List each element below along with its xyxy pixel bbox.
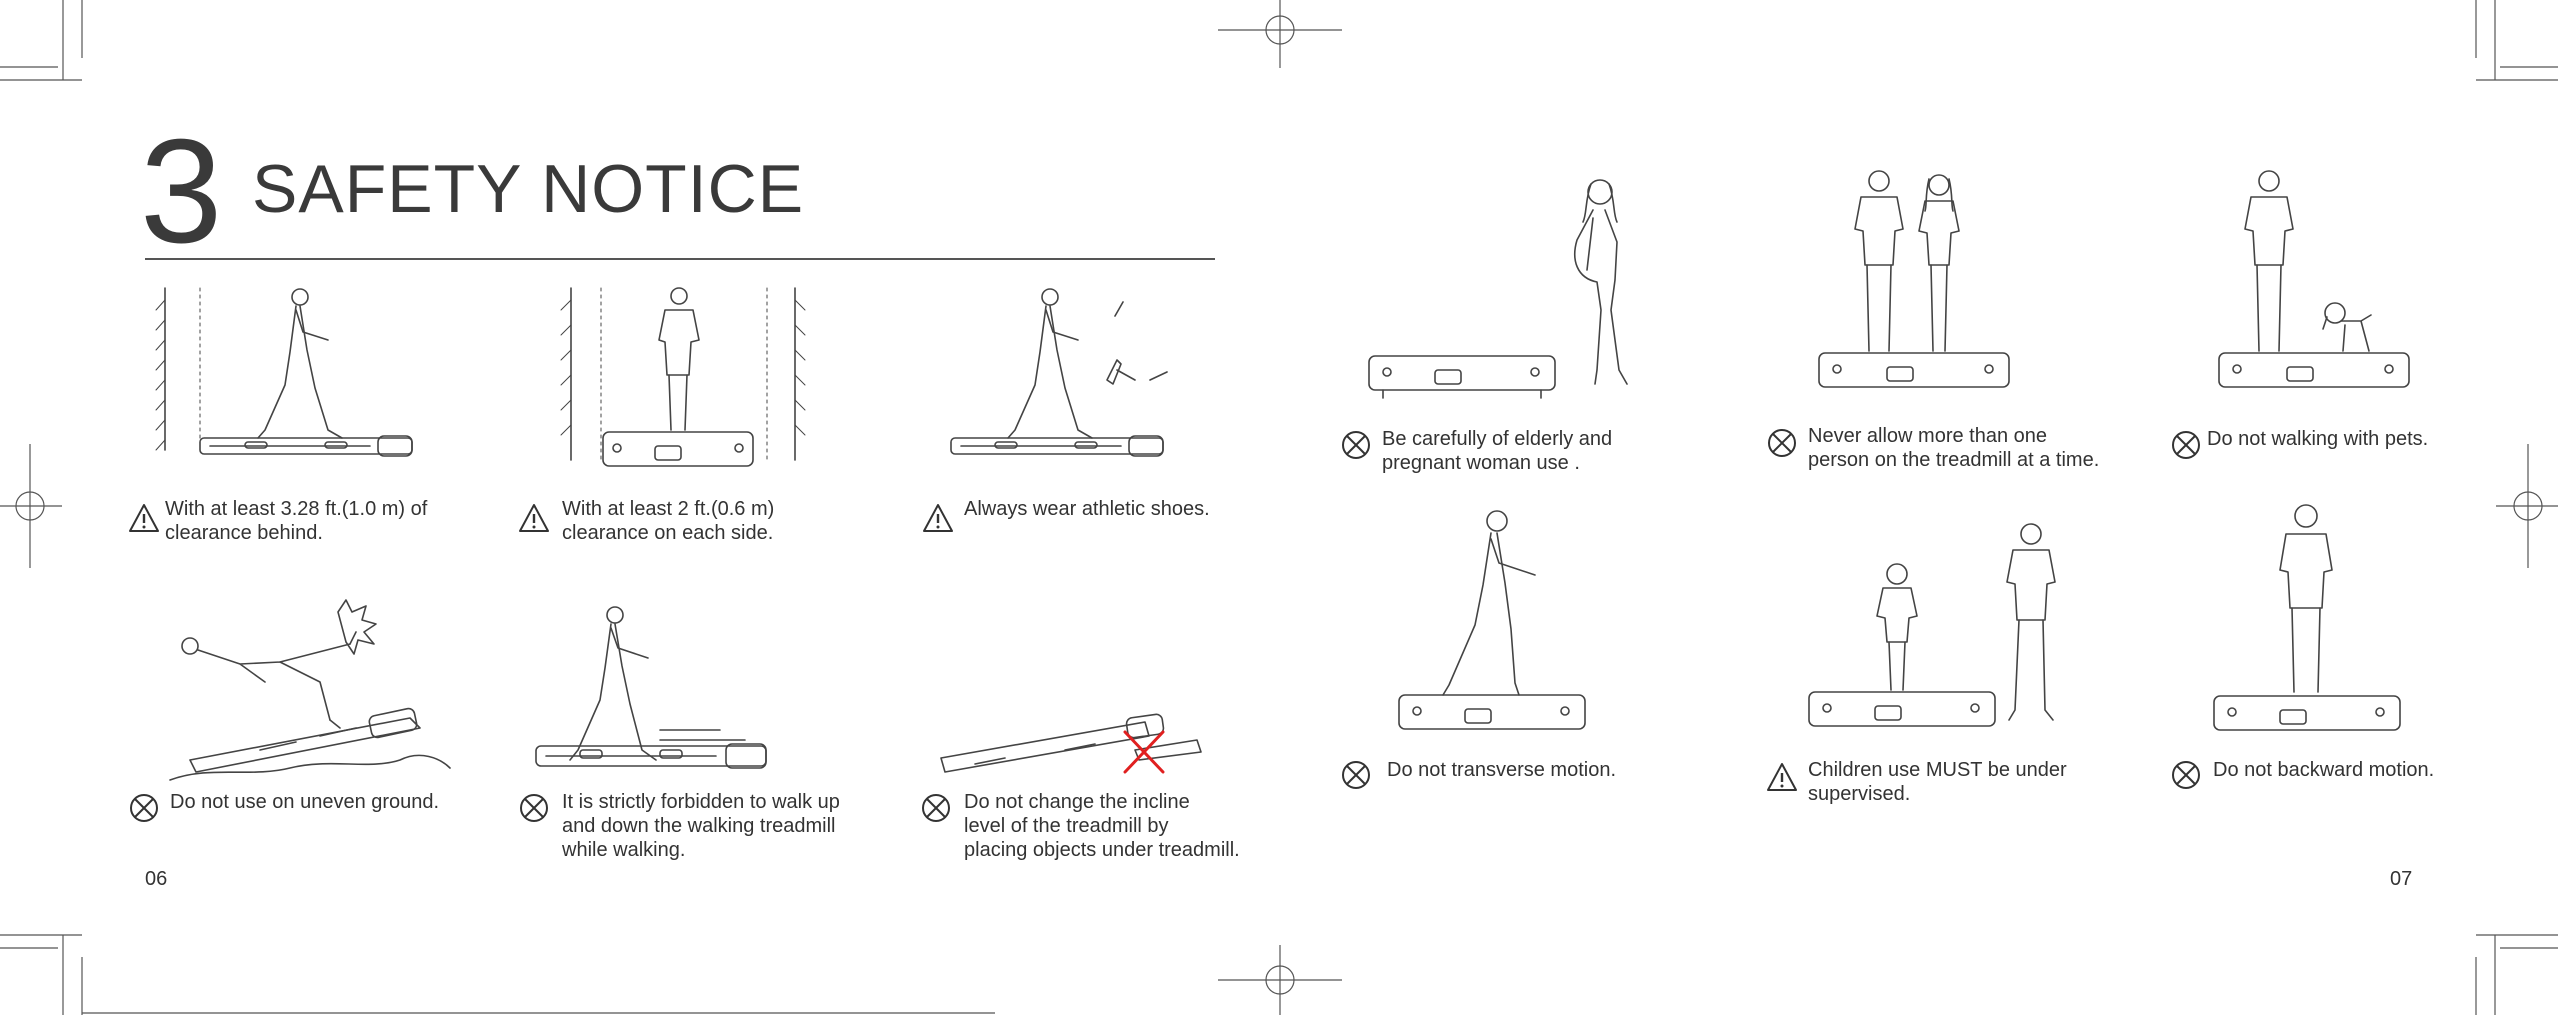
notice-backward-motion <box>2213 758 2434 782</box>
prohibited-circle-x-icon <box>128 792 160 824</box>
notice-one-person <box>1808 424 2099 472</box>
notice-incline-objects <box>964 790 1240 862</box>
notice-line: Always wear athletic shoes. <box>964 498 1210 520</box>
notice-clearance-behind <box>165 497 427 545</box>
illustration-transverse-motion <box>1395 505 1615 765</box>
notice-line: With at least 3.28 ft.(1.0 m) of <box>165 498 428 520</box>
notice-line: Do not walking with pets. <box>2207 428 2429 450</box>
illustration-two-persons <box>1815 165 2035 405</box>
notice-children-supervised <box>1808 758 2067 806</box>
notice-line: pregnant woman use . <box>1382 452 1580 474</box>
notice-line: and down the walking treadmill <box>562 815 836 837</box>
page-title: SAFETY NOTICE <box>252 151 805 227</box>
notice-line: With at least 2 ft.(0.6 m) <box>562 498 775 520</box>
notice-line: Do not backward motion. <box>2213 759 2435 781</box>
notice-line: Never allow more than one <box>1808 425 2048 447</box>
notice-line: level of the treadmill by <box>964 815 1169 837</box>
warning-triangle-icon <box>1766 762 1798 792</box>
page-number-left: 06 <box>145 868 168 890</box>
notice-uneven-ground <box>170 790 439 814</box>
prohibited-circle-x-icon <box>2170 759 2202 791</box>
illustration-clearance-behind <box>150 280 450 470</box>
prohibited-circle-x-icon <box>2170 429 2202 461</box>
prohibited-circle-x-icon <box>920 792 952 824</box>
notice-line: Do not change the incline <box>964 791 1190 813</box>
notice-line: It is strictly forbidden to walk up <box>562 791 840 813</box>
notice-line: placing objects under treadmill. <box>964 839 1240 861</box>
notice-elderly-pregnant <box>1382 427 1612 475</box>
illustration-walking-up-down <box>530 600 790 790</box>
illustration-backward-motion <box>2210 500 2430 760</box>
warning-triangle-icon <box>128 503 160 533</box>
warning-triangle-icon <box>922 503 954 533</box>
notice-athletic-shoes <box>964 497 1210 521</box>
notice-line: Children use MUST be under <box>1808 759 2067 781</box>
notice-line: while walking. <box>562 839 686 861</box>
illustration-pregnant-woman <box>1365 170 1665 410</box>
notice-line: clearance on each side. <box>562 522 774 544</box>
warning-triangle-icon <box>518 503 550 533</box>
notice-line: person on the treadmill at a time. <box>1808 449 2100 471</box>
notice-line: supervised. <box>1808 783 1911 805</box>
illustration-athletic-shoes <box>945 280 1185 470</box>
prohibited-circle-x-icon <box>1340 759 1372 791</box>
notice-walking-up-down <box>562 790 840 862</box>
notice-line: Do not transverse motion. <box>1387 759 1616 781</box>
prohibited-circle-x-icon <box>1766 427 1798 459</box>
page-number-right: 07 <box>2390 868 2413 890</box>
notice-line: Do not use on uneven ground. <box>170 791 440 813</box>
chapter-number: 3 <box>140 109 223 274</box>
prohibited-circle-x-icon <box>1340 429 1372 461</box>
illustration-clearance-sides <box>555 280 815 470</box>
notice-line: Be carefully of elderly and <box>1382 428 1613 450</box>
prohibited-circle-x-icon <box>518 792 550 824</box>
title-divider <box>145 258 1215 260</box>
notice-pets <box>2207 427 2428 451</box>
illustration-uneven-ground <box>170 600 470 780</box>
notice-clearance-sides <box>562 497 774 545</box>
illustration-pets <box>2215 165 2435 405</box>
notice-transverse-motion <box>1387 758 1616 782</box>
illustration-children-supervised <box>1805 520 2085 750</box>
notice-line: clearance behind. <box>165 522 323 544</box>
